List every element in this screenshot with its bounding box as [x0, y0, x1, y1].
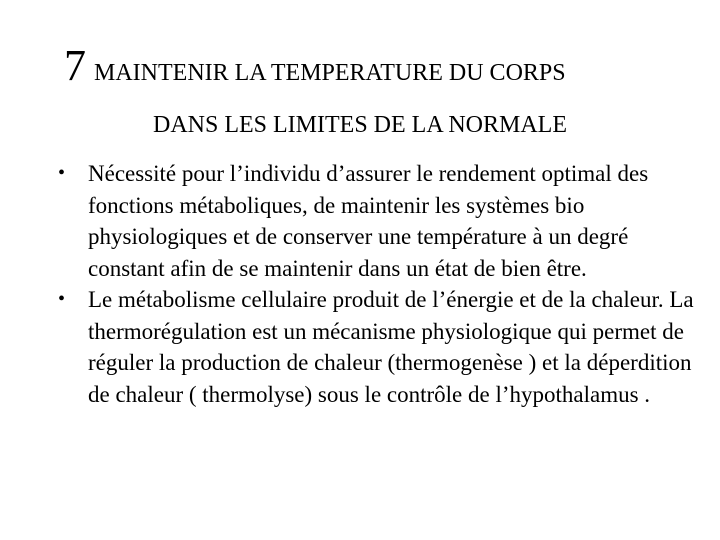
bullet-icon: •: [58, 288, 66, 310]
slide-title-line-2: DANS LES LIMITES DE LA NORMALE: [153, 112, 567, 138]
bullet-list: [58, 158, 698, 410]
bullet-text: Le métabolisme cellulaire produit de l’énergie et de la chaleur. La thermorégulation est un mécanisme physiologique qui permet de réguler la production de chaleur (thermogenèse ) et la déperdition de chaleur ( thermolyse) sous le contrôle de l’hypothalamus .: [88, 287, 694, 407]
bullet-icon: •: [58, 162, 66, 184]
slide-title-line-1: [64, 41, 704, 90]
slide-title-text: MAINTENIR LA TEMPERATURE DU CORPS: [94, 60, 566, 86]
bullet-text: Nécessité pour l’individu d’assurer le rendement optimal des fonctions métaboliques, de maintenir les systèmes bio physiologiques et de conserver une température à un degré constant afin de se maintenir dans un état de bien être.: [88, 161, 649, 281]
bullet-item: [58, 158, 698, 284]
bullet-item: [58, 284, 698, 410]
slide-title-number: 7: [64, 41, 86, 90]
